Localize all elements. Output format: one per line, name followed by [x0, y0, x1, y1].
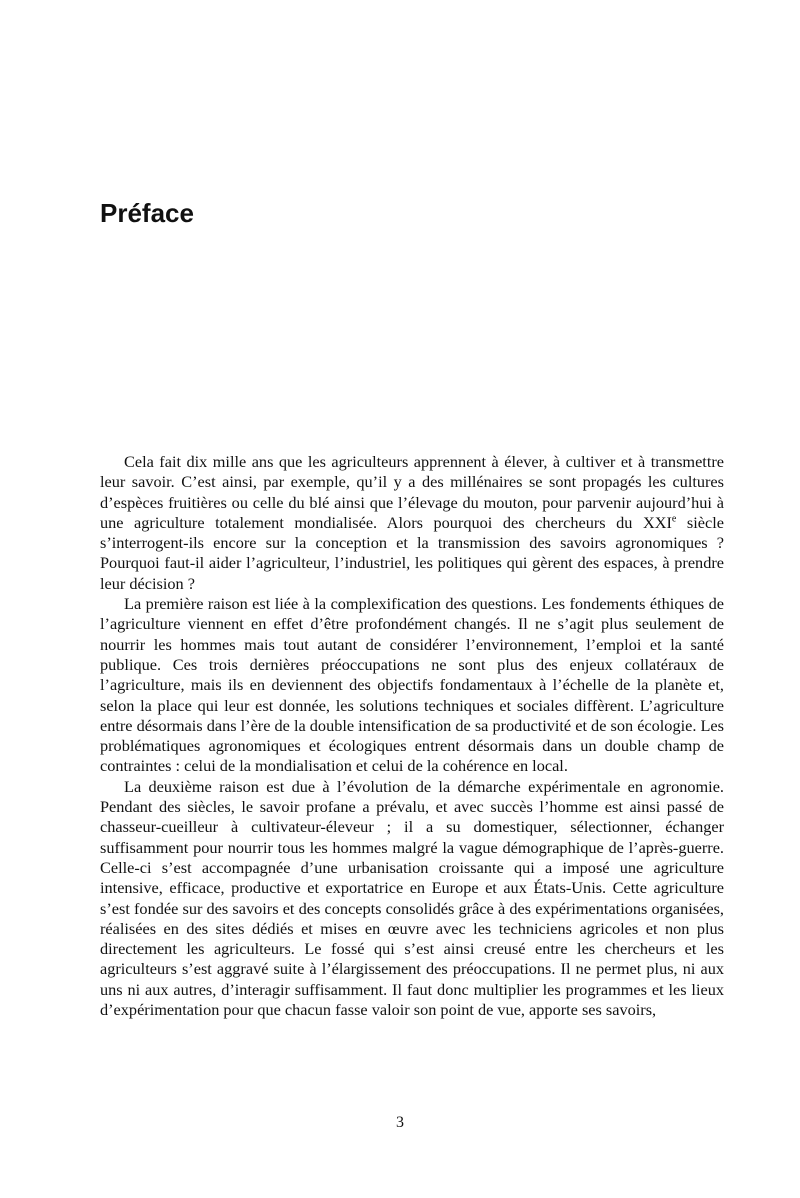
paragraph-2: La première raison est liée à la complexification des questions. Les fondements éthiques de l’agriculture viennent en effet d’être profondément changés. Il ne s’agit plus seulement de nourrir les hommes mais tout autant de considérer l’environnement, l’emploi et la santé publique. Ces trois dernières préoccupations ne sont plus des enjeux collatéraux de l’agriculture, mais ils en deviennent des objectifs fondamentaux à l’échelle de la planète et, selon la place qui leur est donnée, les solutions techniques et sociales diffèrent. L’agriculture entre désormais dans l’ère de la double intensification de sa productivité et de son écologie. Les problématiques agronomiques et écologiques entrent désormais dans un double champ de contraintes : celui de la mondialisation et celui de la cohérence en local. [100, 594, 724, 776]
page-number: 3 [396, 1114, 404, 1131]
paragraph-1 [100, 452, 724, 594]
page-title: Préface [100, 198, 194, 228]
paragraph-1-text-end: siècle s’interrogent-ils encore sur la conception et la transmission des savoirs agronomiques ? Pourquoi faut-il aider l’agriculteur, l’industriel, les politiques qui gèrent des espaces, à prendre leur décision ? [100, 512, 724, 593]
paragraph-1-text-start: Cela fait dix mille ans que les agriculteurs apprennent à élever, à cultiver et à transmettre leur savoir. C’est ainsi, par exemple, qu’il y a des millénaires se sont propagés les cultures d’espèces fruitières ou celle du blé ainsi que l’élevage du mouton, pour parvenir aujourd’hui à une agriculture totalement mondialisée. Alors pourquoi des chercheurs du XXI [100, 452, 724, 532]
paragraph-3: La deuxième raison est due à l’évolution de la démarche expérimentale en agronomie. Pendant des siècles, le savoir profane a prévalu, et avec succès l’homme est ainsi passé de chasseur-cueilleur à cultivateur-éleveur ; il a su domestiquer, sélectionner, échanger suffisamment pour nourrir tous les hommes malgré la vague démographique de l’après-guerre. Celle-ci s’est accompagnée d’une urbanisation croissante qui a imposé une agriculture intensive, efficace, productive et exportatrice en Europe et aux États-Unis. Cette agriculture s’est fondée sur des savoirs et des concepts consolidés grâce à des expérimentations organisées, réalisées en des sites dédiés et mises en œuvre avec les techniciens agricoles et non plus directement les agriculteurs. Le fossé qui s’est ainsi creusé entre les chercheurs et les agriculteurs s’est aggravé suite à l’élargissement des préoccupations. Il ne permet plus, ni aux uns ni aux autres, d’interagir suffisamment. Il faut donc multiplier les programmes et les lieux d’expérimentation pour que chacun fasse valoir son point de vue, apporte ses savoirs, [100, 776, 724, 1020]
century-superscript: e [671, 513, 677, 525]
preface-body [100, 452, 724, 1020]
